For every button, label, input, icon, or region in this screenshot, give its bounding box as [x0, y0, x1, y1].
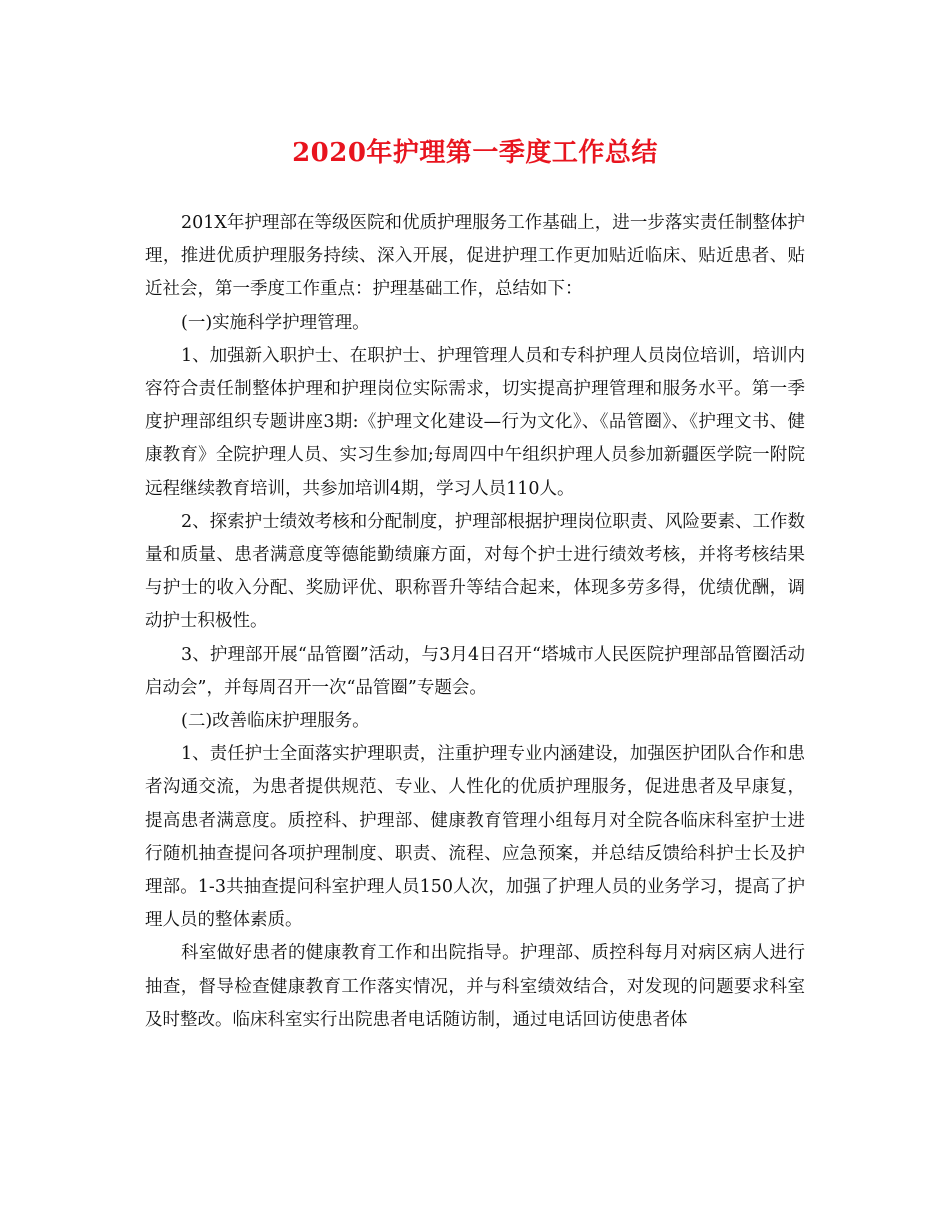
- paragraph-1-3: 3、护理部开展“品管圈”活动，与3月4日召开“塔城市人民医院护理部品管圈活动启动会”，并每周召开一次“品管圈”专题会。: [145, 644, 805, 698]
- section-heading-2: (二)改善临床护理服务。: [181, 711, 370, 732]
- paragraph-2-2: 科室做好患者的健康教育工作和出院指导。护理部、质控科每月对病区病人进行抽查，督导检查健康教育工作落实情况，并与科室绩效结合，对发现的问题要求科室及时整改。临床科室实行出院患者电话随访制，通过电话回访使患者体: [145, 943, 805, 1030]
- section-heading-1: (一)实施科学护理管理。: [181, 312, 370, 333]
- paragraph-intro: 201X年护理部在等级医院和优质护理服务工作基础上，进一步落实责任制整体护理，推进优质护理服务持续、深入开展，促进护理工作更加贴近临床、贴近患者、贴近社会，第一季度工作重点：护理基础工作，总结如下：: [145, 213, 805, 300]
- paragraph-1-2: 2、探索护士绩效考核和分配制度，护理部根据护理岗位职责、风险要素、工作数量和质量、患者满意度等德能勤绩廉方面，对每个护士进行绩效考核，并将考核结果与护士的收入分配、奖励评优、职称晋升等结合起来，体现多劳多得，优绩优酬，调动护士积极性。: [145, 511, 805, 632]
- paragraph-2-1: 1、责任护士全面落实护理职责，注重护理专业内涵建设，加强医护团队合作和患者沟通交流，为患者提供规范、专业、人性化的优质护理服务，促进患者及早康复，提高患者满意度。质控科、护理部、健康教育管理小组每月对全院各临床科室护士进行随机抽查提问各项护理制度、职责、流程、应急预案，并总结反馈给科护士长及护理部。1-3共抽查提问科室护理人员150人次，加强了护理人员的业务学习，提高了护理人员的整体素质。: [145, 744, 805, 931]
- document-title: 2020年护理第一季度工作总结: [292, 138, 658, 168]
- paragraph-1-1: 1、加强新入职护士、在职护士、护理管理人员和专科护理人员岗位培训，培训内容符合责任制整体护理和护理岗位实际需求，切实提高护理管理和服务水平。第一季度护理部组织专题讲座3期:《护理文化建设—行为文化》、《品管圈》、《护理文书、健康教育》全院护理人员、实习生参加;每周四中午组织护理人员参加新疆医学院一附院远程继续教育培训，共参加培训4期，学习人员110人。: [145, 345, 805, 499]
- document-body: [145, 207, 805, 1037]
